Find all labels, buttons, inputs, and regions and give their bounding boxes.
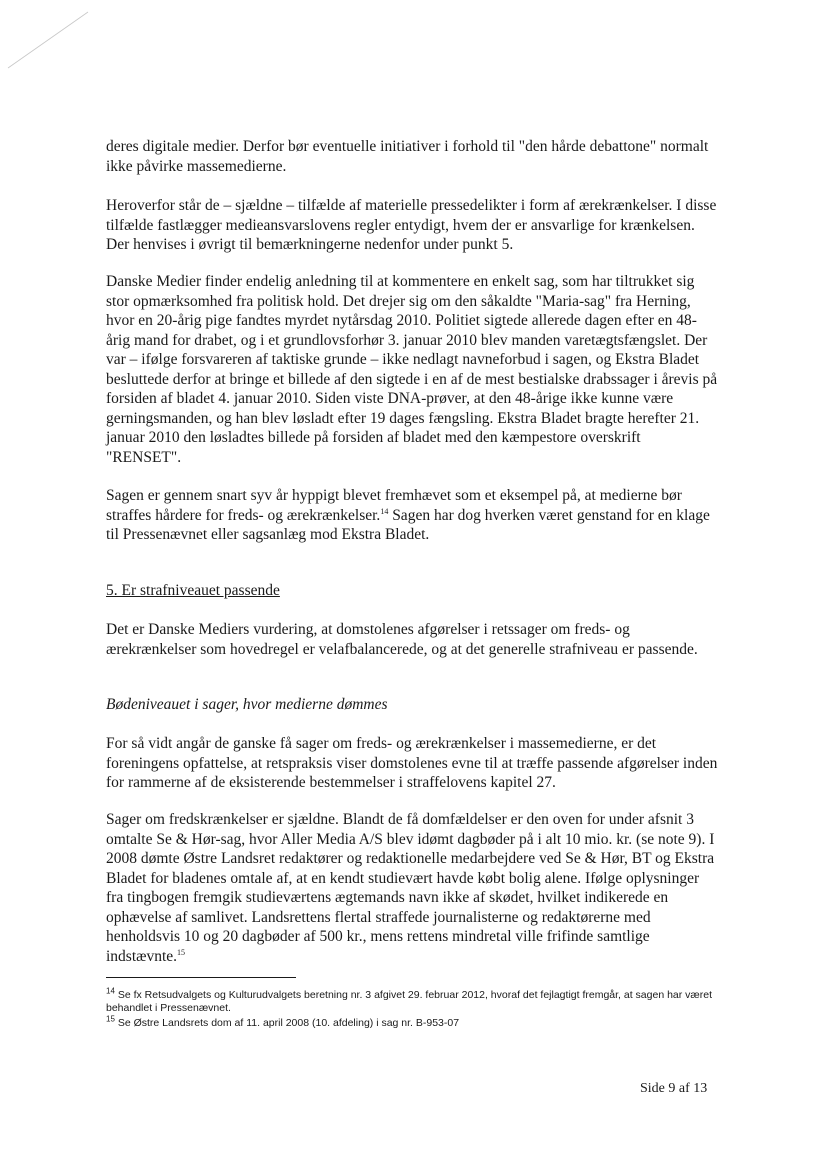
footnote-15-number: 15 bbox=[106, 1014, 115, 1024]
page-number: Side 9 af 13 bbox=[640, 1081, 708, 1096]
paragraph-4-text-b: Sagen har dog hverken været genstand for en klage til Pressenævnet eller sagsanlæg mod Ekstra Bladet. bbox=[106, 506, 710, 543]
subheading: Bødeniveauet i sager, hvor medierne dømmes bbox=[106, 696, 388, 713]
paragraph-3: Danske Medier finder endelig anledning til at kommentere en enkelt sag, som har tiltrukket sig stor opmærksomhed fra politisk hold. Det drejer sig om den såkaldte "Maria-sag" fra Herning, hvor en 20-årig pige fandtes myrdet nytårsdag 2010. Politiet sigtede allerede dagen efter en 48-årig mand for drabet, og i et grundlovsforhør 3. januar 2010 blev manden varetægtsfængslet. Der var – ifølge forsvareren af taktiske grunde – ikke nedlagt navneforbud i sagen, og Ekstra Bladet besluttede derfor at bringe et billede af den sigtede i en af de mest bestialske drabssager i årevis på forsiden af bladet 4. januar 2010. Siden viste DNA-prøver, at den 48-årige ikke kunne være gerningsmanden, og han blev løsladt efter 19 dages fængsling. Ekstra Bladet bragte herefter 21. januar 2010 den løsladtes billede på forsiden af bladet med den kæmpestore overskrift "RENSET". bbox=[106, 273, 718, 466]
footnote-14 bbox=[106, 986, 731, 1015]
footnote-15-text: Se Østre Landsrets dom af 11. april 2008 (10. afdeling) i sag nr. B-953-07 bbox=[114, 1017, 460, 1029]
section-heading: 5. Er strafniveauet passende bbox=[106, 582, 280, 599]
footnote-15 bbox=[106, 1014, 731, 1030]
footnote-14-number: 14 bbox=[106, 986, 115, 996]
paragraph-4-text-a: Sagen er gennem snart syv år hyppigt blevet fremhævet som et eksempel på, at medierne bør straffes hårdere for freds- og ærekrænkelser. bbox=[106, 487, 682, 524]
paragraph-4 bbox=[106, 486, 718, 545]
footnote-ref-15: 15 bbox=[177, 947, 186, 957]
paragraph-1: deres digitale medier. Derfor bør eventuelle initiativer i forhold til "den hårde debattone" normalt ikke påvirke massemedierne. bbox=[106, 138, 709, 175]
paragraph-7-text: Sager om fredskrænkelser er sjældne. Blandt de få domfældelser er den oven for under afsnit 3 omtalte Se & Hør-sag, hvor Aller Media A/S blev idømt dagbøder på i alt 10 mio. kr. (se note 9). I 2008 dømte Østre Landsret redaktører og redaktionelle medarbejdere ved Se & Hør, BT og Ekstra Bladet for bladenes omtale af, at en kendt studievært havde købt bolig alene. Ifølge oplysninger fra tingbogen fremgik studieværtens ægtemands navn ikke af skødet, hvilket indikerede en ophævelse af samlivet. Landsrettens flertal straffede journalisterne og redaktørerne med henholdsvis 10 og 20 dagbøder af 500 kr., mens rettens mindretal ville frifinde samtlige indstævnte. bbox=[106, 811, 715, 965]
scan-corner-line bbox=[0, 0, 100, 80]
paragraph-2: Heroverfor står de – sjældne – tilfælde af materielle pressedelikter i form af ærekrænkelser. I disse tilfælde fastlægger medieansvarslovens regler entydigt, hvem der er ansvarlige for krænkelsen. Der henvises i øvrigt til bemærkningerne nedenfor under punkt 5. bbox=[106, 197, 717, 253]
paragraph-5: Det er Danske Mediers vurdering, at domstolenes afgørelser i retssager om freds- og ærekrænkelser som hovedregel er velafbalancerede, og at det generelle strafniveau er passende. bbox=[106, 621, 698, 658]
footnote-ref-14: 14 bbox=[380, 506, 389, 516]
paragraph-7 bbox=[106, 810, 718, 966]
footnote-divider bbox=[106, 977, 296, 978]
footnote-14-text: Se fx Retsudvalgets og Kulturudvalgets beretning nr. 3 afgivet 29. februar 2012, hvoraf det fejlagtigt fremgår, at sagen har været behandlet i Pressenævnet. bbox=[106, 989, 713, 1014]
paragraph-6: For så vidt angår de ganske få sager om freds- og ærekrænkelser i massemedierne, er det foreningens opfattelse, at retspraksis viser domstolenes evne til at træffe passende afgørelser inden for rammerne af de eksisterende bestemmelser i straffelovens kapitel 27. bbox=[106, 735, 718, 791]
